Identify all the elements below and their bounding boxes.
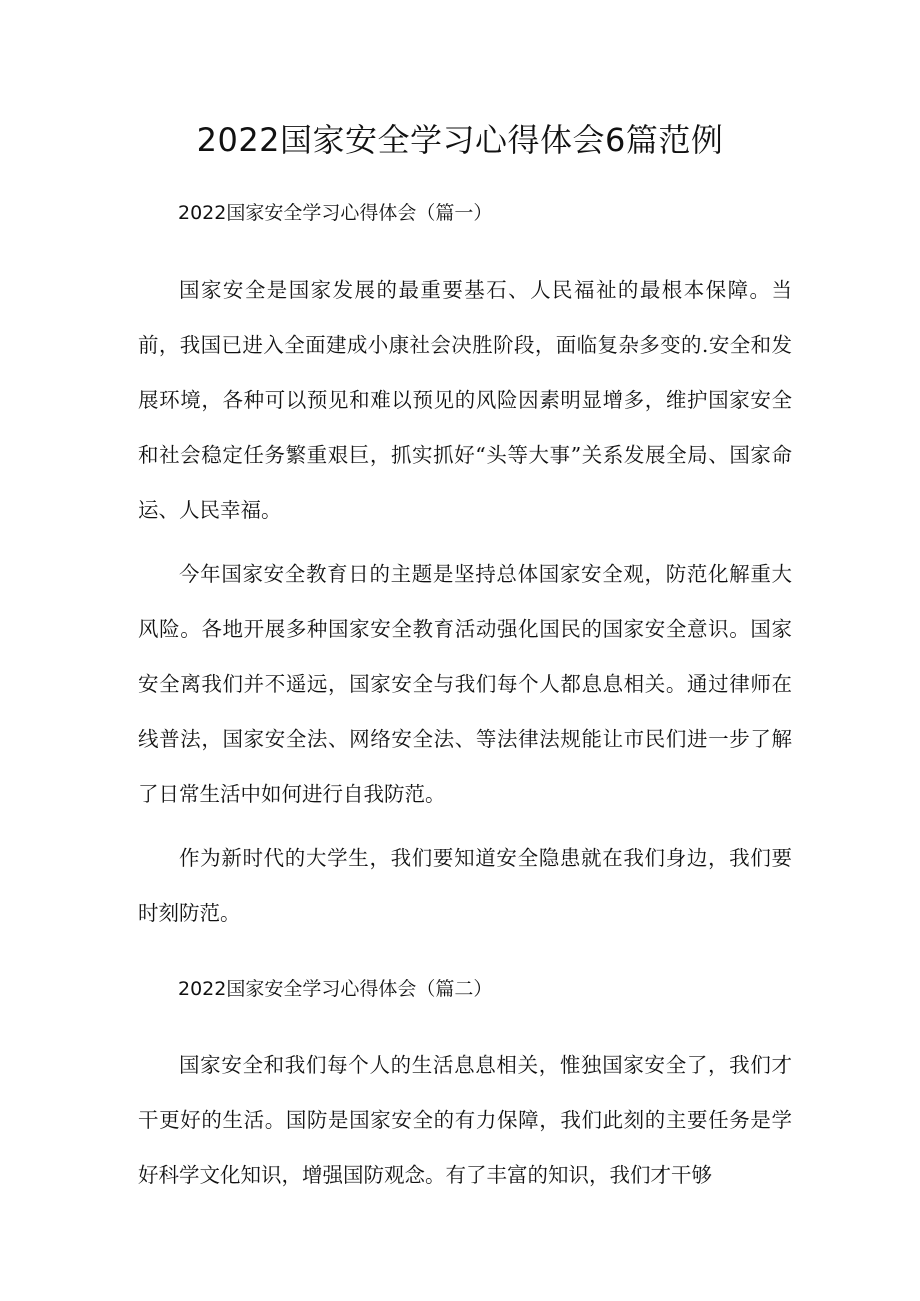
section-1-paragraph-2: 今年国家安全教育日的主题是坚持总体国家安全观，防范化解重大风险。各地开展多种国家安全教育活动强化国民的国家安全意识。国家安全离我们并不遥远，国家安全与我们每个人都息息相关。通过律师在线普法，国家安全法、网络安全法、等法律法规能让市民们进一步了解了日常生活中如何进行自我防范。 xyxy=(138,562,792,806)
section-1-paragraph-1: 国家安全是国家发展的最重要基石、人民福祉的最根本保障。当前，我国已进入全面建成小康社会决胜阶段，面临复杂多变的.安全和发展环境，各种可以预见和难以预见的风险因素明显增多，维护国家安全和社会稳定任务繁重艰巨，抓实抓好“头等大事”关系发展全局、国家命运、人民幸福。 xyxy=(138,278,792,522)
document-title: 2022国家安全学习心得体会6篇范例 xyxy=(196,121,724,159)
section-2-heading: 2022国家安全学习心得体会（篇二） xyxy=(178,978,493,1000)
section-2-paragraph-1: 国家安全和我们每个人的生活息息相关，惟独国家安全了，我们才干更好的生活。国防是国家安全的有力保障，我们此刻的主要任务是学好科学文化知识，增强国防观念。有了丰富的知识，我们才干够 xyxy=(138,1053,792,1187)
section-1-paragraph-3: 作为新时代的大学生，我们要知道安全隐患就在我们身边，我们要时刻防范。 xyxy=(138,846,792,925)
section-1-heading: 2022国家安全学习心得体会（篇一） xyxy=(178,202,493,224)
